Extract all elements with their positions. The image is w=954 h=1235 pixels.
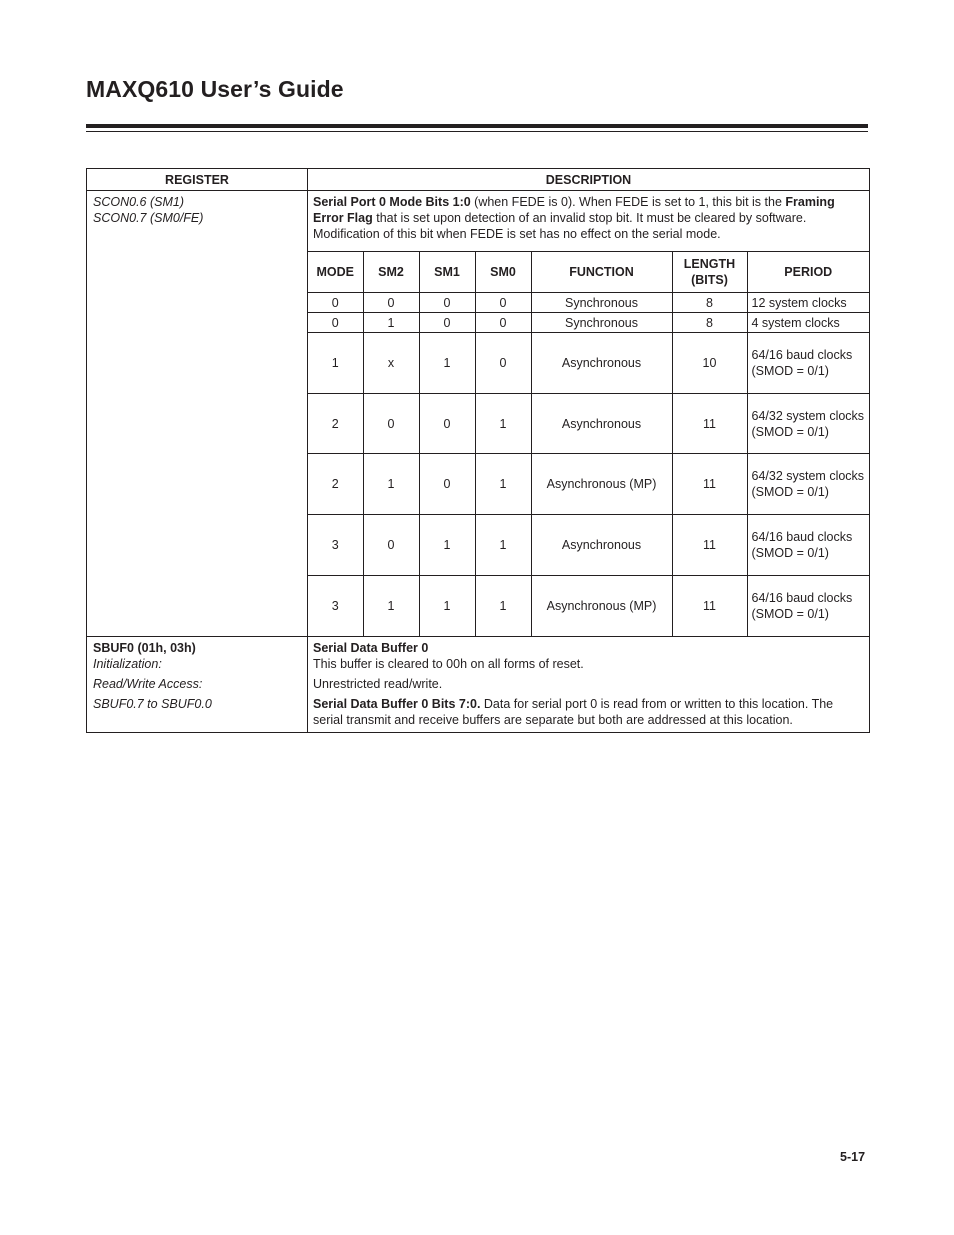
table-cell: 3 (308, 576, 363, 636)
table-cell: 11 (672, 515, 747, 576)
table-cell: 1 (419, 576, 475, 636)
table-cell: 0 (419, 293, 475, 313)
sbuf-desc-title: Serial Data Buffer 0 (313, 640, 429, 655)
mode-table (308, 251, 869, 636)
table-cell: Asynchronous (531, 515, 672, 576)
header-rule-thick (86, 124, 868, 128)
table-cell: 0 (475, 333, 531, 394)
sbuf-desc-bits-bold: Serial Data Buffer 0 Bits 7:0. (313, 696, 481, 711)
table-cell: 64/32 system clocks (SMOD = 0/1) (747, 394, 869, 454)
table-cell: 0 (419, 454, 475, 515)
table-cell: 1 (363, 576, 419, 636)
table-cell: 0 (363, 515, 419, 576)
register-table-header-row (87, 169, 870, 191)
table-row (308, 313, 869, 333)
table-cell: 8 (672, 313, 747, 333)
table-cell: 1 (475, 576, 531, 636)
scon-desc-bold-flag: Framing Error Flag (313, 195, 835, 225)
table-row (308, 293, 869, 313)
sbuf-desc-bits-text: Data for serial port 0 is read from or written to this location. The serial transmit and receive buffers are separate but both are addressed at this location. (313, 696, 834, 727)
table-cell: 3 (308, 515, 363, 576)
table-cell: 0 (419, 394, 475, 454)
table-cell: 64/16 baud clocks (SMOD = 0/1) (747, 515, 869, 576)
page-number: 5-17 (840, 1150, 866, 1164)
table-cell: x (363, 333, 419, 394)
mode-header-cell: MODE (308, 252, 363, 293)
scon-register-cell (87, 191, 308, 637)
mode-header-cell: PERIOD (747, 252, 869, 293)
scon-desc-bold-title: Serial Port 0 Mode Bits 1:0 (313, 195, 471, 209)
table-cell: Synchronous (531, 293, 672, 313)
table-row (308, 394, 869, 454)
scon-description-cell (308, 191, 870, 637)
table-cell: 11 (672, 576, 747, 636)
scon-description-text (308, 191, 869, 251)
scon-desc-text-2: that is set upon detection of an invalid stop bit. It must be cleared by software. Modification of this bit when FEDE is set has no effect on the serial mode. (313, 211, 807, 241)
table-cell: Asynchronous (531, 333, 672, 394)
sbuf-register-name: SBUF0 (01h, 03h) (93, 640, 196, 655)
sbuf-desc-bits (313, 696, 864, 728)
table-row (308, 576, 869, 636)
table-row (308, 333, 869, 394)
table-cell: 1 (419, 515, 475, 576)
table-cell: 1 (475, 515, 531, 576)
mode-header-cell: FUNCTION (531, 252, 672, 293)
table-cell: 1 (475, 454, 531, 515)
table-cell: 0 (475, 293, 531, 313)
table-cell: 8 (672, 293, 747, 313)
table-cell: 64/16 baud clocks (SMOD = 0/1) (747, 333, 869, 394)
mode-header-cell: SM2 (363, 252, 419, 293)
scon-register-line: SCON0.7 (SM0/FE) (93, 211, 204, 225)
table-cell: 2 (308, 394, 363, 454)
table-cell: 0 (475, 313, 531, 333)
table-cell: 64/32 system clocks (SMOD = 0/1) (747, 454, 869, 515)
table-cell: 1 (475, 394, 531, 454)
sbuf-desc-access: Unrestricted read/write. (313, 676, 443, 691)
table-row-sbuf (87, 636, 870, 732)
register-table (86, 168, 870, 733)
table-cell: 1 (419, 333, 475, 394)
header-rule-thin (86, 131, 868, 132)
mode-header-cell: SM1 (419, 252, 475, 293)
table-cell: Synchronous (531, 313, 672, 333)
scon-register-line: SCON0.6 (SM1) (93, 195, 184, 209)
table-cell: Asynchronous (531, 394, 672, 454)
table-cell: 0 (308, 293, 363, 313)
table-cell: 1 (308, 333, 363, 394)
table-cell: 1 (363, 313, 419, 333)
sbuf-bits-label: SBUF0.7 to SBUF0.0 (93, 696, 212, 711)
table-cell: 0 (308, 313, 363, 333)
table-cell: 12 system clocks (747, 293, 869, 313)
table-row (308, 454, 869, 515)
mode-table-header-row (308, 252, 869, 293)
table-cell: 11 (672, 454, 747, 515)
table-cell: 64/16 baud clocks (SMOD = 0/1) (747, 576, 869, 636)
table-cell: 2 (308, 454, 363, 515)
mode-header-cell: SM0 (475, 252, 531, 293)
table-cell: 0 (363, 394, 419, 454)
header-description: DESCRIPTION (308, 169, 870, 191)
sbuf-access-label: Read/Write Access: (93, 676, 203, 691)
scon-desc-text-1: (when FEDE is 0). When FEDE is set to 1, this bit is the (470, 195, 786, 209)
table-cell: Asynchronous (MP) (531, 576, 672, 636)
sbuf-desc-init: This buffer is cleared to 00h on all forms of reset. (313, 656, 584, 671)
header-register: REGISTER (87, 169, 308, 191)
mode-header-cell: LENGTH (BITS) (672, 252, 747, 293)
table-cell: 10 (672, 333, 747, 394)
table-cell: 4 system clocks (747, 313, 869, 333)
page-title: MAXQ610 User’s Guide (86, 76, 344, 102)
table-cell: 11 (672, 394, 747, 454)
table-cell: Asynchronous (MP) (531, 454, 672, 515)
table-row-scon (87, 191, 870, 637)
sbuf-initialization-label: Initialization: (93, 656, 162, 671)
table-cell: 0 (363, 293, 419, 313)
table-cell: 0 (419, 313, 475, 333)
table-row (308, 515, 869, 576)
sbuf-register-cell (87, 636, 308, 732)
sbuf-description-cell (308, 636, 870, 732)
table-cell: 1 (363, 454, 419, 515)
